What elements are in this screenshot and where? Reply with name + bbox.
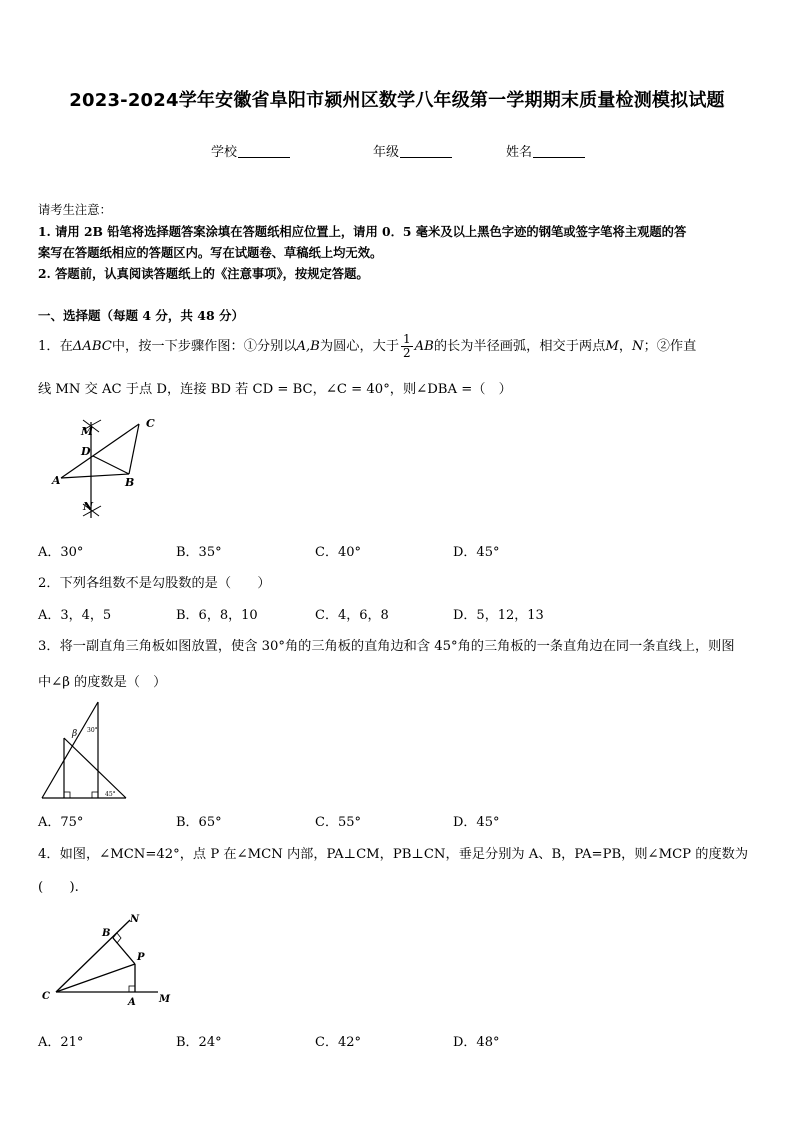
school-label: 学校 bbox=[211, 145, 238, 160]
q1-option-a[interactable]: A．30° bbox=[38, 545, 84, 560]
q3-option-b[interactable]: B．65° bbox=[176, 815, 222, 830]
q3-option-c[interactable]: C．55° bbox=[315, 815, 361, 830]
svg-text:A: A bbox=[52, 474, 61, 487]
svg-text:M: M bbox=[159, 994, 171, 1005]
q2-option-d[interactable]: D．5，12，13 bbox=[453, 608, 544, 623]
question-4-line2: ( ). bbox=[38, 880, 79, 895]
svg-text:N: N bbox=[130, 914, 140, 925]
grade-blank bbox=[400, 145, 452, 158]
student-info-fields bbox=[0, 141, 794, 161]
question-3: 3．将一副直角三角板如图放置，使含 30°角的三角板的直角边和含 45°角的三角板的一条直角边在同一条直线上，则图 bbox=[38, 639, 735, 654]
name-field[interactable] bbox=[506, 141, 585, 160]
svg-text:C: C bbox=[146, 417, 155, 430]
grade-field[interactable] bbox=[373, 141, 452, 160]
q4-option-b[interactable]: B．24° bbox=[176, 1035, 222, 1050]
svg-text:30°: 30° bbox=[87, 727, 98, 734]
grade-label: 年级 bbox=[373, 145, 400, 160]
q2-option-c[interactable]: C．4，6，8 bbox=[315, 608, 389, 623]
notice-heading: 请考生注意： bbox=[38, 203, 112, 217]
question-1: 1．在ΔABC中，按一下步骤作图：①分别以A,B为圆心，大于 $\frac{1}{2}$ AB的长为半径画弧，相交于两点M，N；②作直 bbox=[38, 332, 697, 360]
q2-option-b[interactable]: B．6，8，10 bbox=[176, 608, 258, 623]
q1-option-d[interactable]: D．45° bbox=[453, 545, 500, 560]
q1-option-b[interactable]: B．35° bbox=[176, 545, 222, 560]
q3-option-d[interactable]: D．45° bbox=[453, 815, 500, 830]
question-2: 2．下列各组数不是勾股数的是（ ） bbox=[38, 576, 271, 591]
svg-text:D: D bbox=[81, 445, 91, 458]
school-blank bbox=[238, 145, 290, 158]
svg-text:B: B bbox=[125, 476, 135, 489]
section-heading: 一、选择题（每题 4 分，共 48 分） bbox=[38, 308, 245, 323]
notice-item-1b: 案写在答题纸相应的答题区内。写在试题卷、草稿纸上均无效。 bbox=[38, 245, 383, 260]
svg-text:C: C bbox=[42, 991, 50, 1002]
q1-figure bbox=[45, 412, 175, 522]
q4-option-d[interactable]: D．48° bbox=[453, 1035, 500, 1050]
q2-option-a[interactable]: A．3，4，5 bbox=[38, 608, 112, 623]
q1-option-c[interactable]: C．40° bbox=[315, 545, 361, 560]
svg-text:A: A bbox=[128, 997, 136, 1008]
svg-text:M: M bbox=[81, 425, 94, 438]
svg-text:β: β bbox=[72, 729, 78, 739]
school-field[interactable] bbox=[211, 141, 290, 160]
svg-text:45°: 45° bbox=[105, 791, 116, 798]
q3-option-a[interactable]: A．75° bbox=[38, 815, 84, 830]
svg-text:N: N bbox=[83, 500, 94, 513]
q4-option-c[interactable]: C．42° bbox=[315, 1035, 361, 1050]
svg-text:B: B bbox=[102, 928, 111, 939]
name-blank bbox=[533, 145, 585, 158]
svg-text:P: P bbox=[137, 952, 145, 963]
q3-figure bbox=[38, 698, 133, 802]
question-3-line2: 中∠β 的度数是（ ） bbox=[38, 675, 167, 690]
page-title: 2023-2024学年安徽省阜阳市颍州区数学八年级第一学期期末质量检测模拟试题 bbox=[69, 90, 725, 111]
q4-option-a[interactable]: A．21° bbox=[38, 1035, 84, 1050]
notice-item-2: 2. 答题前，认真阅读答题纸上的《注意事项》，按规定答题。 bbox=[38, 266, 369, 281]
notice-block bbox=[38, 200, 768, 284]
question-4: 4．如图，∠MCN=42°，点 P 在∠MCN 内部，PA⊥CM，PB⊥CN，垂足分别为 A、B，PA=PB，则∠MCP 的度数为 bbox=[38, 847, 749, 862]
q4-figure bbox=[38, 906, 178, 1010]
notice-item-1a: 1. 请用 2B 铅笔将选择题答案涂填在答题纸相应位置上，请用 0．5 毫米及以上黑色字迹的钢笔或签字笔将主观题的答 bbox=[38, 224, 687, 239]
name-label: 姓名 bbox=[506, 145, 533, 160]
fraction-half: $\frac{1}{2}$ bbox=[403, 332, 411, 360]
question-1-line2: 线 MN 交 AC 于点 D，连接 BD 若 CD = BC，∠C = 40°，则∠DBA =（ ） bbox=[38, 382, 512, 397]
